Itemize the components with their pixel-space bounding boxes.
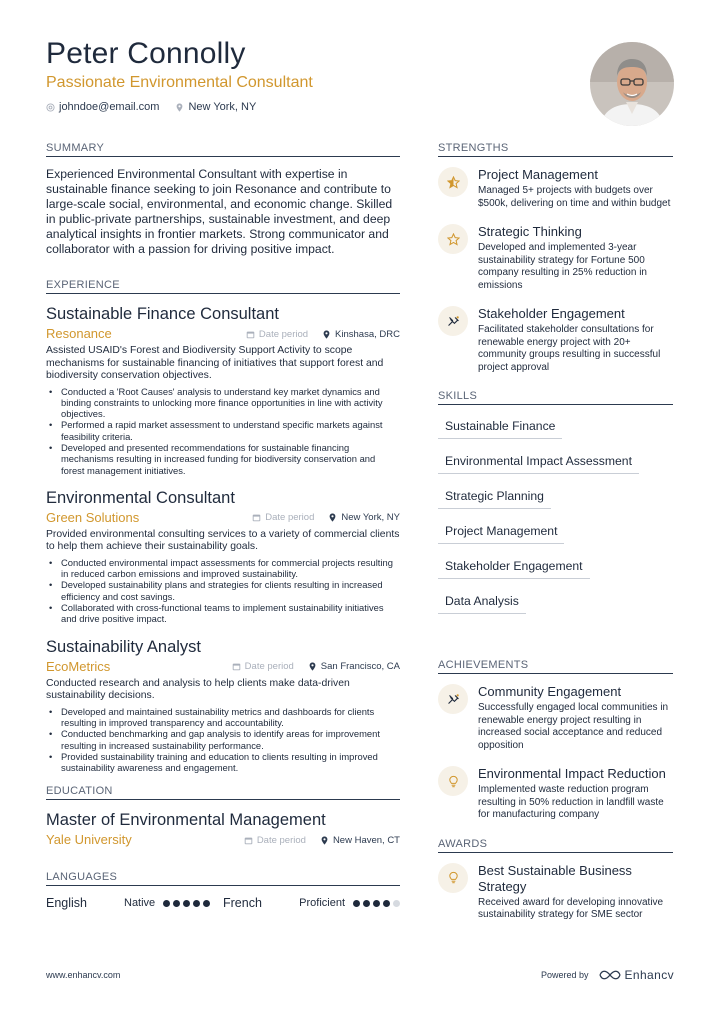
strengths-title: Strategic Thinking [478, 224, 582, 239]
profile-photo [590, 42, 674, 126]
calendar-icon [244, 836, 253, 845]
job-bullet: • Performed a rapid market assessment to understand specific markets against feasibility criteria. [46, 419, 400, 442]
job-description: Provided environmental consulting services to a variety of commercial clients to help them achieve their sustainability goals. [46, 528, 400, 553]
languages-heading: LANGUAGES [46, 871, 400, 886]
job-bullets [46, 706, 400, 774]
achievements-item [438, 684, 673, 752]
job-entry [46, 637, 400, 774]
lightbulb-icon [438, 766, 468, 796]
powered-by-label: Powered by [540, 970, 589, 980]
job-bullet: • Developed and maintained sustainability metrics and dashboards for clients resulting in improved transparency and accountability. [46, 706, 400, 729]
job-bullet: • Conducted a 'Root Causes' analysis to understand key market dynamics and binding constraints to unlocking more finance opportunities in line with activity objectives. [46, 386, 400, 420]
map-pin-icon [175, 103, 184, 112]
strengths-item [438, 306, 673, 374]
proficiency-dot [393, 900, 400, 907]
awards-title: Best Sustainable Business Strategy [478, 862, 632, 894]
job-location: New York, NY [341, 512, 400, 524]
company-name: EcoMetrics [46, 658, 111, 674]
job-location: San Francisco, CA [320, 661, 400, 673]
skill-tag: Data Analysis [438, 590, 526, 614]
achievements-description: Implemented waste reduction program resulting in 50% reduction in landfill waste for manufacturing company [478, 784, 664, 820]
achievements-list [438, 684, 673, 822]
left-column [46, 142, 400, 910]
strengths-title: Project Management [478, 167, 598, 182]
language-name: English [46, 896, 87, 911]
candidate-name: Peter Connolly [46, 37, 246, 70]
map-pin-icon [320, 836, 329, 845]
star-half-icon [438, 167, 468, 197]
language-name: French [223, 896, 262, 911]
location-contact [175, 101, 256, 113]
skill-tag: Sustainable Finance [438, 415, 562, 439]
handshake-icon [438, 306, 468, 336]
proficiency-dot [193, 900, 200, 907]
job-title: Sustainability Analyst [46, 637, 202, 656]
skill-tag: Stakeholder Engagement [438, 555, 590, 579]
strengths-description: Developed and implemented 3-year sustainability strategy for Fortune 500 company resulting in 25% reduction in emissions [478, 242, 647, 291]
experience-list [46, 304, 400, 773]
achievements-title: Environmental Impact Reduction [478, 766, 666, 781]
footer-website-link[interactable]: www.enhancv.com [46, 970, 121, 980]
enhancv-logo-icon [599, 969, 621, 981]
proficiency-dot [203, 900, 210, 907]
proficiency-dot [383, 900, 390, 907]
job-bullet: • Developed sustainability plans and strategies for clients resulting in increased efficiency and cost savings. [46, 579, 400, 602]
achievements-title: Community Engagement [478, 684, 622, 699]
languages-list [46, 896, 400, 910]
skills-heading: SKILLS [438, 390, 673, 405]
job-bullet: • Provided sustainability training and education to clients resulting in improved sustainability awareness and engagement. [46, 751, 400, 774]
location-text: New York, NY [188, 101, 257, 113]
achievements-description: Successfully engaged local communities in renewable energy project resulting in increased social acceptance and reduced opposition [478, 702, 669, 751]
map-pin-icon [328, 513, 337, 522]
map-pin-icon [322, 330, 331, 339]
company-name: Resonance [46, 326, 112, 341]
company-name: Green Solutions [46, 509, 140, 525]
strengths-item [438, 167, 673, 210]
handshake-icon [438, 684, 468, 714]
awards-item [438, 863, 673, 922]
skill-tag: Project Management [438, 520, 564, 544]
strengths-list [438, 167, 673, 374]
brand-name: Enhancv [624, 968, 674, 982]
job-bullet: • Conducted environmental impact assessments for commercial projects resulting in reduced carbon emissions and improved sustainability. [46, 557, 400, 580]
job-bullet: • Collaborated with cross-functional teams to implement sustainability initiatives and drive positive impact. [46, 602, 400, 625]
strengths-item [438, 224, 673, 292]
degree-title: Master of Environmental Management [46, 811, 326, 830]
strengths-description: Managed 5+ projects with budgets over $500k, delivering on time and within budget [478, 185, 671, 209]
contact-row [46, 101, 566, 113]
email-contact[interactable] [46, 101, 159, 113]
language-item [223, 896, 400, 910]
at-icon [46, 103, 55, 112]
job-entry [46, 304, 400, 476]
brand-logo[interactable] [599, 968, 675, 982]
education-entry [46, 810, 400, 849]
job-description: Assisted USAID's Forest and Biodiversity Support Activity to scope mechanisms for sustainable financing of initiatives that support forest and biodiversity conservation objectives. [46, 345, 384, 381]
job-date: Date period [244, 661, 294, 673]
calendar-icon [246, 330, 255, 339]
skill-tag: Environmental Impact Assessment [438, 450, 639, 474]
job-bullet: • Developed and presented recommendations for sustainable financing mechanisms resulting in increased funding for biodiversity conservation and forest management initiatives. [46, 442, 400, 476]
education-location: New Haven, CT [332, 834, 400, 846]
experience-heading: EXPERIENCE [46, 279, 400, 294]
skills-list [438, 415, 673, 625]
school-name: Yale University [46, 832, 132, 848]
proficiency-dots [353, 900, 400, 907]
star-icon [438, 224, 468, 254]
candidate-title: Passionate Environmental Consultant [46, 74, 313, 91]
calendar-icon [252, 513, 261, 522]
summary-heading: SUMMARY [46, 142, 400, 157]
powered-by [541, 968, 674, 982]
job-description: Conducted research and analysis to help clients make data-driven sustainability decisions. [46, 677, 350, 702]
footer [46, 968, 674, 982]
job-title: Sustainable Finance Consultant [46, 305, 279, 323]
job-bullets [46, 386, 400, 476]
job-bullet: • Conducted benchmarking and gap analysis to identify areas for improvement resulting in increased sustainability performance. [46, 728, 400, 751]
job-bullets [46, 557, 400, 625]
summary-text: Experienced Environmental Consultant with expertise in sustainable finance seeking to join Resonance and contribute to large-scale social, environmental, and economic change. Skilled in public-private partnerships, sustainable investment, and deep analytical insights in frontier markets. Strong communicator and collaborator with a passion for driving positive impact. [46, 167, 393, 256]
strengths-description: Facilitated stakeholder consultations for renewable energy project with 20+ community groups resulting in successful project approval [478, 324, 661, 373]
awards-description: Received award for developing innovative sustainability strategy for SME sector [478, 896, 664, 920]
resume-header [46, 36, 566, 113]
lightbulb-icon [438, 863, 468, 893]
achievements-heading: ACHIEVEMENTS [438, 659, 673, 674]
education-heading: EDUCATION [46, 785, 400, 800]
language-level: Proficient [299, 897, 345, 910]
map-pin-icon [308, 662, 317, 671]
job-date: Date period [258, 328, 309, 340]
skill-tag: Strategic Planning [438, 485, 551, 509]
education-date: Date period [256, 834, 306, 846]
strengths-heading: STRENGTHS [438, 142, 673, 157]
proficiency-dot [353, 900, 360, 907]
strengths-title: Stakeholder Engagement [478, 306, 625, 321]
awards-heading: AWARDS [438, 838, 673, 853]
proficiency-dot [363, 900, 370, 907]
job-title: Environmental Consultant [46, 488, 235, 507]
right-column [438, 142, 673, 936]
calendar-icon [232, 662, 241, 671]
proficiency-dot [163, 900, 170, 907]
achievements-item [438, 766, 673, 822]
email-text: johndoe@email.com [59, 101, 160, 113]
language-level: Native [124, 897, 156, 910]
proficiency-dot [183, 900, 190, 907]
education-meta [46, 831, 400, 849]
awards-list [438, 863, 673, 922]
job-location: Kinshasa, DRC [335, 328, 400, 340]
proficiency-dot [373, 900, 380, 907]
proficiency-dot [173, 900, 180, 907]
job-date: Date period [265, 512, 315, 524]
proficiency-dots [163, 900, 210, 907]
job-entry [46, 488, 400, 625]
language-item [46, 896, 223, 910]
